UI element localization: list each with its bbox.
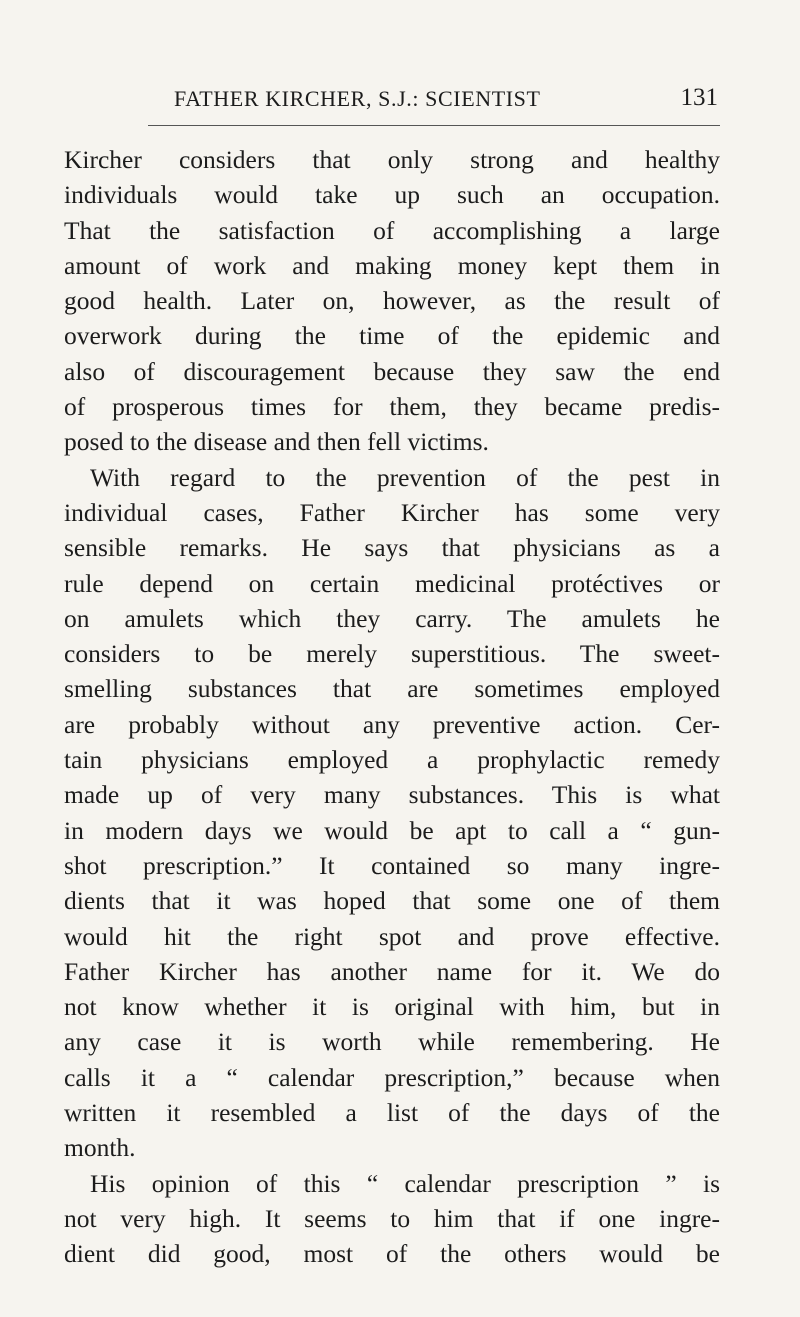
running-head-title: FATHER KIRCHER, S.J.: SCIENTIST xyxy=(174,86,541,111)
text-line: Father Kircher has another name for it. We do xyxy=(64,956,720,986)
text-line: individuals would take up such an occupation. xyxy=(64,180,720,210)
text-line: dients that it was hoped that some one of them xyxy=(64,886,720,916)
header-rule xyxy=(148,125,720,126)
body-text xyxy=(64,142,720,1272)
text-line: good health. Later on, however, as the result of xyxy=(64,286,720,316)
text-line: rule depend on certain medicinal protéctives or xyxy=(64,568,720,598)
text-line: Kircher considers that only strong and healthy xyxy=(64,145,720,174)
text-line: His opinion of this “ calendar prescription ” is xyxy=(90,1168,720,1198)
text-line: shot prescription.” It contained so many ingre- xyxy=(64,850,720,880)
text-line: written it resembled a list of the days of the xyxy=(64,1098,720,1128)
text-line: tain physicians employed a prophylactic remedy xyxy=(64,745,720,775)
text-line: any case it is worth while remembering. He xyxy=(64,1027,720,1057)
text-line: on amulets which they carry. The amulets he xyxy=(64,603,720,633)
text-line: smelling substances that are sometimes employed xyxy=(64,674,720,704)
text-line: in modern days we would be apt to call a “ gun- xyxy=(64,815,720,845)
text-line: are probably without any preventive action. Cer- xyxy=(64,709,720,739)
text-line: sensible remarks. He says that physicians as a xyxy=(64,533,720,563)
text-line: With regard to the prevention of the pest in xyxy=(90,462,720,492)
text-line: amount of work and making money kept them in xyxy=(64,250,720,280)
page-number: 131 xyxy=(680,84,718,111)
text-line: month. xyxy=(64,1133,136,1163)
text-line: posed to the disease and then fell victims. xyxy=(64,427,489,457)
text-line: That the satisfaction of accomplishing a large xyxy=(64,215,720,245)
text-line: made up of very many substances. This is what xyxy=(64,780,720,810)
text-line: considers to be merely superstitious. The sweet- xyxy=(64,639,720,669)
text-line: would hit the right spot and prove effective. xyxy=(64,921,720,951)
text-line: of prosperous times for them, they became predis- xyxy=(64,392,720,422)
text-line: also of discouragement because they saw the end xyxy=(64,356,720,386)
text-line: dient did good, most of the others would be xyxy=(64,1239,720,1269)
running-head xyxy=(174,86,718,120)
text-line: individual cases, Father Kircher has some very xyxy=(64,497,720,527)
text-line: not very high. It seems to him that if one ingre- xyxy=(64,1203,720,1233)
text-line: overwork during the time of the epidemic and xyxy=(64,321,720,351)
text-line: calls it a “ calendar prescription,” because when xyxy=(64,1062,720,1092)
text-line: not know whether it is original with him, but in xyxy=(64,992,720,1022)
